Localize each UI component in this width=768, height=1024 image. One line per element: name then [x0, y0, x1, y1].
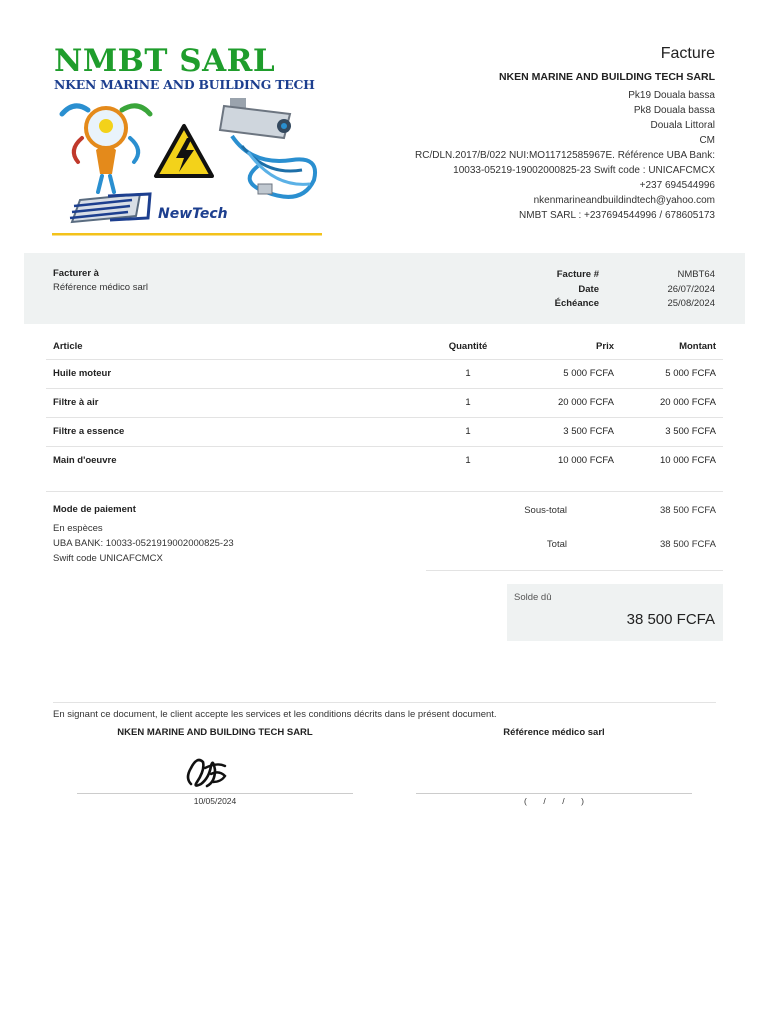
item-quantity: 1 [465, 426, 471, 437]
company-info [355, 44, 715, 223]
invoice-date: 26/07/2024 [667, 283, 715, 295]
invoice-meta-values [667, 268, 715, 312]
bank-line: 10033-05219-19002000825-23 Swift code : UNICAFCMCX [453, 165, 715, 176]
security-camera-icon [220, 98, 315, 197]
company-signature [77, 740, 353, 793]
client-signer-name: Référence médico sarl [503, 727, 605, 738]
subtotal-value: 38 500 FCFA [660, 505, 716, 516]
document-title: Facture [660, 45, 715, 62]
divider [46, 491, 723, 492]
newtech-logo-icon [52, 194, 322, 236]
client-signature-block [416, 726, 692, 807]
header-article: Article [53, 341, 83, 352]
address-line: Douala Littoral [650, 120, 715, 131]
payment-title: Mode de paiement [53, 504, 136, 515]
item-price: 10 000 FCFA [558, 455, 614, 466]
balance-due-value: 38 500 FCFA [626, 611, 715, 628]
address-line: Pk19 Douala bassa [628, 90, 715, 101]
item-article: Filtre à air [53, 397, 99, 408]
table-row [46, 418, 723, 447]
items-table [46, 334, 723, 476]
subtotal-label: Sous-total [524, 505, 567, 516]
due-date-label: Échéance [554, 298, 599, 309]
item-article: Huile moteur [53, 368, 112, 379]
invoice-date-label: Date [578, 283, 599, 295]
bill-to-label: Facturer à [53, 268, 99, 279]
item-quantity: 1 [465, 368, 471, 379]
divider [53, 702, 716, 703]
billing-section [24, 253, 745, 324]
email-line: nkenmarineandbuildindtech@yahoo.com [533, 195, 715, 206]
client-signature [416, 740, 692, 793]
logo-artwork [52, 96, 324, 236]
item-price: 20 000 FCFA [558, 397, 614, 408]
table-header [46, 334, 723, 360]
header-quantity: Quantité [448, 341, 488, 352]
company-signature-date: 10/05/2024 [193, 796, 237, 806]
newtech-badge-text: NewTech [158, 206, 228, 222]
balance-due-box [507, 584, 723, 641]
balance-due-label: Solde dû [514, 592, 552, 603]
client-signature-date: ( / / ) [524, 796, 584, 806]
company-signer-name: NKEN MARINE AND BUILDING TECH SARL [117, 727, 313, 738]
total-value: 38 500 FCFA [660, 539, 716, 550]
address-country: CM [699, 135, 715, 146]
item-amount: 3 500 FCFA [665, 426, 716, 437]
total-label: Total [546, 539, 567, 550]
signature-line [77, 793, 353, 794]
registration-line: RC/DLN.2017/B/022 NUI:MO11712585967E. Référence UBA Bank: [415, 150, 715, 161]
payment-method: En espèces [53, 523, 103, 534]
electric-warning-icon [156, 126, 212, 176]
payment-bank: UBA BANK: 10033-0521919002000825-23 [53, 538, 234, 549]
contact-line: NMBT SARL : +237694544996 / 678605173 [519, 210, 715, 221]
signature-note: En signant ce document, le client accepte les services et les conditions décrits dans le présent document. [53, 709, 497, 720]
item-amount: 10 000 FCFA [660, 455, 716, 466]
subtotal-row [426, 505, 723, 525]
item-amount: 20 000 FCFA [660, 397, 716, 408]
divider [426, 570, 723, 571]
payment-details [53, 521, 234, 566]
table-row [46, 360, 723, 389]
address-line: Pk8 Douala bassa [633, 105, 715, 116]
company-logo [52, 44, 324, 236]
handwritten-signature-icon [181, 748, 229, 792]
invoice-number: NMBT64 [677, 269, 715, 280]
item-quantity: 1 [465, 397, 471, 408]
logo-subtitle: NKEN MARINE AND BUILDING TECH [54, 77, 315, 92]
table-row [46, 389, 723, 418]
due-date: 25/08/2024 [667, 298, 715, 309]
company-name: NKEN MARINE AND BUILDING TECH SARL [498, 71, 715, 83]
item-article: Filtre a essence [53, 426, 125, 437]
signature-line [416, 793, 692, 794]
company-signature-block [77, 726, 353, 807]
item-price: 5 000 FCFA [563, 368, 614, 379]
item-quantity: 1 [465, 455, 471, 466]
invoice-number-label: Facture # [556, 269, 599, 280]
total-row [426, 539, 723, 559]
header-amount: Montant [679, 341, 716, 352]
item-price: 3 500 FCFA [563, 426, 614, 437]
invoice-meta-labels [555, 268, 599, 312]
table-row [46, 447, 723, 476]
lightbulb-icon [62, 106, 150, 192]
payment-swift: Swift code UNICAFCMCX [53, 553, 163, 564]
item-amount: 5 000 FCFA [665, 368, 716, 379]
bill-to-value: Référence médico sarl [53, 282, 149, 293]
header-price: Prix [596, 341, 614, 352]
logo-title: NMBT SARL [54, 43, 276, 79]
phone-line: +237 694544996 [639, 180, 715, 191]
item-article: Main d'oeuvre [53, 455, 117, 466]
